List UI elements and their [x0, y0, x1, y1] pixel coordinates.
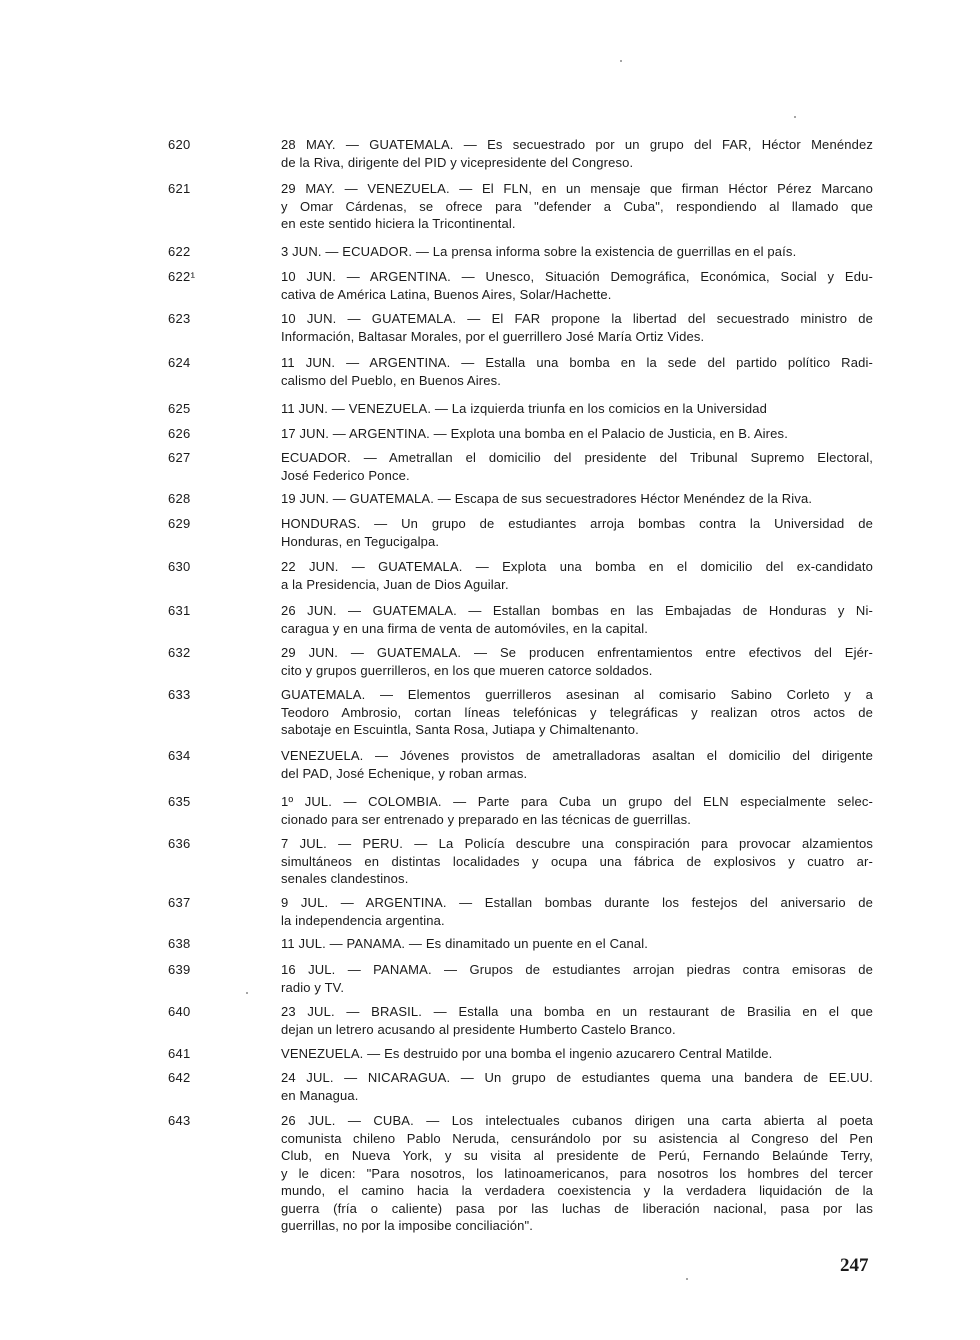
entry-text: [281, 1069, 873, 1104]
entry-text: [281, 961, 873, 996]
entry-text: [281, 310, 873, 345]
entry-text-line: y Omar Cárdenas, se ofrece para "defender a Cuba", respondiendo al llamado que: [281, 198, 873, 214]
entry-text-line: 3 JUN. — ECUADOR. — La prensa informa sobre la existencia de guerrillas en el país.: [281, 244, 797, 259]
entry-text-line: José Federico Ponce.: [281, 467, 410, 483]
entry-number: 621: [168, 181, 191, 196]
entry-text: [281, 515, 873, 550]
entry-number: 627: [168, 450, 191, 465]
entry-text-line: GUATEMALA. — Elementos guerrilleros asesinan al comisario Sabino Corleto y a: [281, 687, 873, 702]
entry-text: [281, 1045, 873, 1063]
entry-text-line: ECUADOR. — Ametrallan el domicilio del presidente del Tribunal Supremo Electoral,: [281, 450, 873, 465]
entry-text: [281, 558, 873, 593]
scan-speck: [794, 116, 796, 118]
entry-number: 641: [168, 1046, 191, 1061]
entry-number: 633: [168, 687, 191, 702]
entry-text-line: radio y TV.: [281, 979, 345, 995]
entry-text-line: comunista chileno Pablo Neruda, censurándolo por su asistencia al Congreso del Pen: [281, 1130, 873, 1146]
entry-text: [281, 644, 873, 679]
entry-text: [281, 449, 873, 484]
entry-text-line: 7 JUL. — PERU. — La Policía descubre una conspiración para provocar alzamientos: [281, 836, 873, 851]
entry-text: [281, 180, 873, 233]
entry-number: 642: [168, 1070, 191, 1085]
entry-text: [281, 793, 873, 828]
entry-text-line: HONDURAS. — Un grupo de estudiantes arroja bombas contra la Universidad de: [281, 516, 873, 531]
entry-text-line: 23 JUL. — BRASIL. — Estalla una bomba en un restaurant de Brasilia en el que: [281, 1004, 873, 1019]
entry-text: [281, 425, 873, 443]
entry-text: [281, 602, 873, 637]
entry-number: 637: [168, 895, 191, 910]
entry-text-line: 29 MAY. — VENEZUELA. — El FLN, en un mensaje que firman Héctor Pérez Marcano: [281, 181, 873, 196]
entry-text-line: 26 JUN. — GUATEMALA. — Estallan bombas en las Embajadas de Honduras y Ni-: [281, 603, 873, 618]
entry-text-line: en este sentido hiciera la Tricontinental.: [281, 216, 516, 231]
entry-text-line: 9 JUL. — ARGENTINA. — Estallan bombas durante los festejos del aniversario de: [281, 895, 873, 910]
entry-number: 634: [168, 748, 191, 763]
entry-number: 630: [168, 559, 191, 574]
entry-number: 629: [168, 516, 191, 531]
entry-number: 623: [168, 311, 191, 326]
entry-text-line: 11 JUN. — VENEZUELA. — La izquierda triunfa en los comicios en la Universidad: [281, 401, 768, 416]
entry-text-line: 17 JUN. — ARGENTINA. — Explota una bomba en el Palacio de Justicia, en B. Aires.: [281, 426, 788, 441]
entry-number: 639: [168, 962, 191, 977]
entry-text-line: calismo del Pueblo, en Buenos Aires.: [281, 372, 502, 388]
entry-text-line: 26 JUL. — CUBA. — Los intelectuales cubanos dirigen una carta abierta al poeta: [281, 1113, 873, 1128]
entry-number: 625: [168, 401, 191, 416]
entry-text-line: 24 JUL. — NICARAGUA. — Un grupo de estudiantes quema una bandera de EE.UU.: [281, 1070, 873, 1085]
entry-text: [281, 935, 873, 953]
entry-text-line: 22 JUN. — GUATEMALA. — Explota una bomba en el domicilio del ex-candidato: [281, 559, 873, 574]
entry-text-line: Teodoro Ambrosio, cortan líneas telefónicas y telegráficas y realizan otros actos de: [281, 704, 873, 720]
entry-text-line: 11 JUL. — PANAMA. — Es dinamitado un puente en el Canal.: [281, 936, 649, 951]
page-number: 247: [840, 1255, 869, 1276]
entry-text-line: dejan un letrero acusando al presidente Humberto Castelo Branco.: [281, 1021, 676, 1037]
entry-number: 626: [168, 426, 191, 441]
entry-text-line: VENEZUELA. — Jóvenes provistos de ametralladoras asaltan el domicilio del dirigente: [281, 748, 873, 763]
entry-text-line: 16 JUL. — PANAMA. — Grupos de estudiantes arrojan piedras contra emisoras de: [281, 962, 873, 977]
entry-text: [281, 1003, 873, 1038]
entry-number: 631: [168, 603, 191, 618]
entry-text-line: Información, Baltasar Morales, por el guerrillero José María Ortiz Vides.: [281, 328, 705, 344]
entry-text-line: a la Presidencia, Juan de Dios Aguilar.: [281, 576, 509, 592]
entry-text-line: cativa de América Latina, Buenos Aires, Solar/Hachette.: [281, 286, 612, 302]
entry-text-line: 11 JUN. — ARGENTINA. — Estalla una bomba en la sede del partido político Radi-: [281, 355, 873, 370]
entry-text-line: senales clandestinos.: [281, 871, 409, 886]
entry-text-line: VENEZUELA. — Es destruido por una bomba el ingenio azucarero Central Matilde.: [281, 1046, 773, 1061]
entry-number: 628: [168, 491, 191, 506]
entry-number: 640: [168, 1004, 191, 1019]
entry-number: 635: [168, 794, 191, 809]
entry-text-line: del PAD, José Echenique, y roban armas.: [281, 765, 528, 781]
entry-text: [281, 268, 873, 303]
entry-text-line: mundo, el camino hacia la verdadera coexistencia y la verdadera liquidación de la: [281, 1183, 873, 1198]
entry-text-line: Honduras, en Tegucigalpa.: [281, 533, 440, 549]
entry-text: [281, 1112, 873, 1235]
entry-text-line: sabotaje en Escuintla, Santa Rosa, Jutiapa y Chimaltenanto.: [281, 722, 639, 737]
entry-text-line: guerrillas, no por la imposibe conciliación".: [281, 1218, 533, 1233]
entry-text: [281, 686, 873, 739]
entry-text-line: guerra (fría o caliente) pasa por las luchas de liberación nacional, pasa por las: [281, 1200, 873, 1216]
entry-text: [281, 400, 873, 418]
entry-text-line: 1º JUL. — COLOMBIA. — Parte para Cuba un grupo del ELN especialmente selec-: [281, 794, 873, 809]
entry-text-line: caragua y en una firma de venta de automóviles, en la capital.: [281, 620, 649, 636]
entry-number: 624: [168, 355, 191, 370]
entry-text: [281, 835, 873, 888]
entry-text: [281, 136, 873, 171]
entry-text-line: Club, en Nueva York, y su visita al presidente de Perú, Fernando Belaúnde Terry,: [281, 1148, 873, 1163]
entry-number: 636: [168, 836, 191, 851]
entry-number: 622¹: [168, 269, 196, 284]
entry-text-line: en Managua.: [281, 1087, 359, 1103]
entry-number: 632: [168, 645, 191, 660]
scan-speck: [246, 992, 248, 994]
entry-text-line: 10 JUN. — ARGENTINA. — Unesco, Situación Demográfica, Económica, Social y Edu-: [281, 269, 873, 284]
entry-text: [281, 354, 873, 389]
entry-text-line: 29 JUN. — GUATEMALA. — Se producen enfrentamientos entre efectivos del Ejér-: [281, 645, 873, 660]
entry-text-line: la independencia argentina.: [281, 912, 445, 928]
entry-text-line: de la Riva, dirigente del PID y vicepresidente del Congreso.: [281, 154, 634, 170]
entry-text: [281, 243, 873, 261]
entry-number: 638: [168, 936, 191, 951]
entry-text-line: simultáneos en distintas localidades y ocupa una fábrica de explosivos y cuatro ar-: [281, 853, 873, 869]
entry-text: [281, 490, 873, 508]
entry-text-line: cionado para ser entrenado y preparado en las técnicas de guerrillas.: [281, 811, 691, 827]
entry-text: [281, 894, 873, 929]
entry-text-line: y le dicen: "Para nosotros, los latinoamericanos, para nosotros los hombres del tercer: [281, 1165, 873, 1181]
scan-speck: [686, 1278, 688, 1280]
entry-text-line: cito y grupos guerrilleros, en los que mueren catorce soldados.: [281, 662, 653, 678]
entry-number: 620: [168, 137, 191, 152]
entry-number: 643: [168, 1113, 191, 1128]
entry-text-line: 28 MAY. — GUATEMALA. — Es secuestrado por un grupo del FAR, Héctor Menéndez: [281, 137, 873, 152]
entry-text-line: 10 JUN. — GUATEMALA. — El FAR propone la libertad del secuestrado ministro de: [281, 311, 873, 326]
entry-number: 622: [168, 244, 191, 259]
entry-text: [281, 747, 873, 782]
entry-text-line: 19 JUN. — GUATEMALA. — Escapa de sus secuestradores Héctor Menéndez de la Riva.: [281, 491, 813, 506]
scan-speck: [620, 60, 622, 62]
